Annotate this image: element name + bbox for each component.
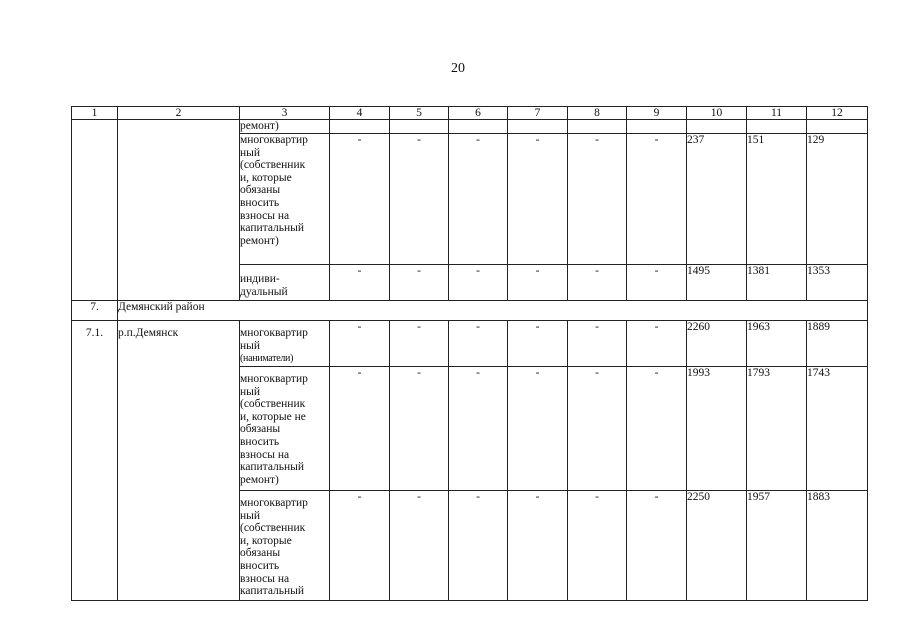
column-header: 10 (687, 107, 747, 120)
dash-cell: - (330, 321, 390, 367)
column-header: 4 (330, 107, 390, 120)
dash-cell: - (508, 367, 568, 491)
value-cell: 1889 (807, 321, 868, 367)
dash-cell: - (568, 491, 627, 601)
housing-type-cell: многоквартир ный (наниматели) (240, 321, 330, 367)
value-cell: 1743 (807, 367, 868, 491)
column-header: 8 (568, 107, 627, 120)
dash-cell: - (568, 367, 627, 491)
column-header: 5 (390, 107, 449, 120)
column-number-row (72, 107, 868, 120)
dash-cell: - (390, 491, 449, 601)
dash-cell: - (568, 134, 627, 265)
dash-cell: - (390, 321, 449, 367)
value-cell: 2260 (687, 321, 747, 367)
value-cell: 1883 (807, 491, 868, 601)
dash-cell: - (330, 491, 390, 601)
section-title: Демянский район (118, 301, 868, 321)
dash-cell: - (508, 321, 568, 367)
column-header: 2 (118, 107, 240, 120)
column-header: 12 (807, 107, 868, 120)
dash-cell: - (568, 265, 627, 301)
section-number: 7. (72, 301, 118, 321)
section-row (72, 301, 868, 321)
dash-cell: - (627, 491, 687, 601)
housing-type-cell: индиви- дуальный (240, 265, 330, 301)
value-cell: 2250 (687, 491, 747, 601)
settlement-cell: р.п.Демянск (118, 321, 240, 601)
dash-cell: - (627, 265, 687, 301)
value-cell: 237 (687, 134, 747, 265)
value-cell: 151 (747, 134, 807, 265)
value-cell: 1381 (747, 265, 807, 301)
value-cell: 1963 (747, 321, 807, 367)
dash-cell: - (330, 265, 390, 301)
column-header: 9 (627, 107, 687, 120)
column-header: 11 (747, 107, 807, 120)
dash-cell: - (627, 321, 687, 367)
column-header: 3 (240, 107, 330, 120)
table-row (72, 321, 868, 367)
tariff-table (71, 106, 868, 601)
value-cell: 1495 (687, 265, 747, 301)
value-cell: 1957 (747, 491, 807, 601)
value-cell: 129 (807, 134, 868, 265)
table-row (72, 120, 868, 134)
dash-cell: - (508, 134, 568, 265)
dash-cell: - (449, 367, 508, 491)
dash-cell: - (627, 367, 687, 491)
dash-cell: - (449, 321, 508, 367)
dash-cell: - (390, 265, 449, 301)
column-header: 6 (449, 107, 508, 120)
number-cell (72, 120, 118, 301)
dash-cell: - (390, 134, 449, 265)
dash-cell: - (508, 491, 568, 601)
dash-cell: - (627, 134, 687, 265)
column-header: 1 (72, 107, 118, 120)
page-number: 20 (451, 61, 465, 76)
dash-cell: - (390, 367, 449, 491)
settlement-cell (118, 120, 240, 301)
housing-type-cell: многоквартир ный (собственник и, которые обязаны вносить взносы на капитальный (240, 491, 330, 601)
column-header: 7 (508, 107, 568, 120)
value-cell: 1793 (747, 367, 807, 491)
value-cell: 1353 (807, 265, 868, 301)
dash-cell: - (449, 491, 508, 601)
housing-type-cell: ремонт) (240, 120, 330, 134)
housing-type-cell: многоквартир ный (собственник и, которые не обязаны вносить взносы на капитальный ремонт) (240, 367, 330, 491)
housing-type-cell: многоквартир ный (собственник и, которые обязаны вносить взносы на капитальный ремонт) (240, 134, 330, 265)
dash-cell: - (449, 134, 508, 265)
number-cell: 7.1. (72, 321, 118, 601)
dash-cell: - (508, 265, 568, 301)
dash-cell: - (568, 321, 627, 367)
value-cell: 1993 (687, 367, 747, 491)
dash-cell: - (330, 134, 390, 265)
dash-cell: - (449, 265, 508, 301)
dash-cell: - (330, 367, 390, 491)
